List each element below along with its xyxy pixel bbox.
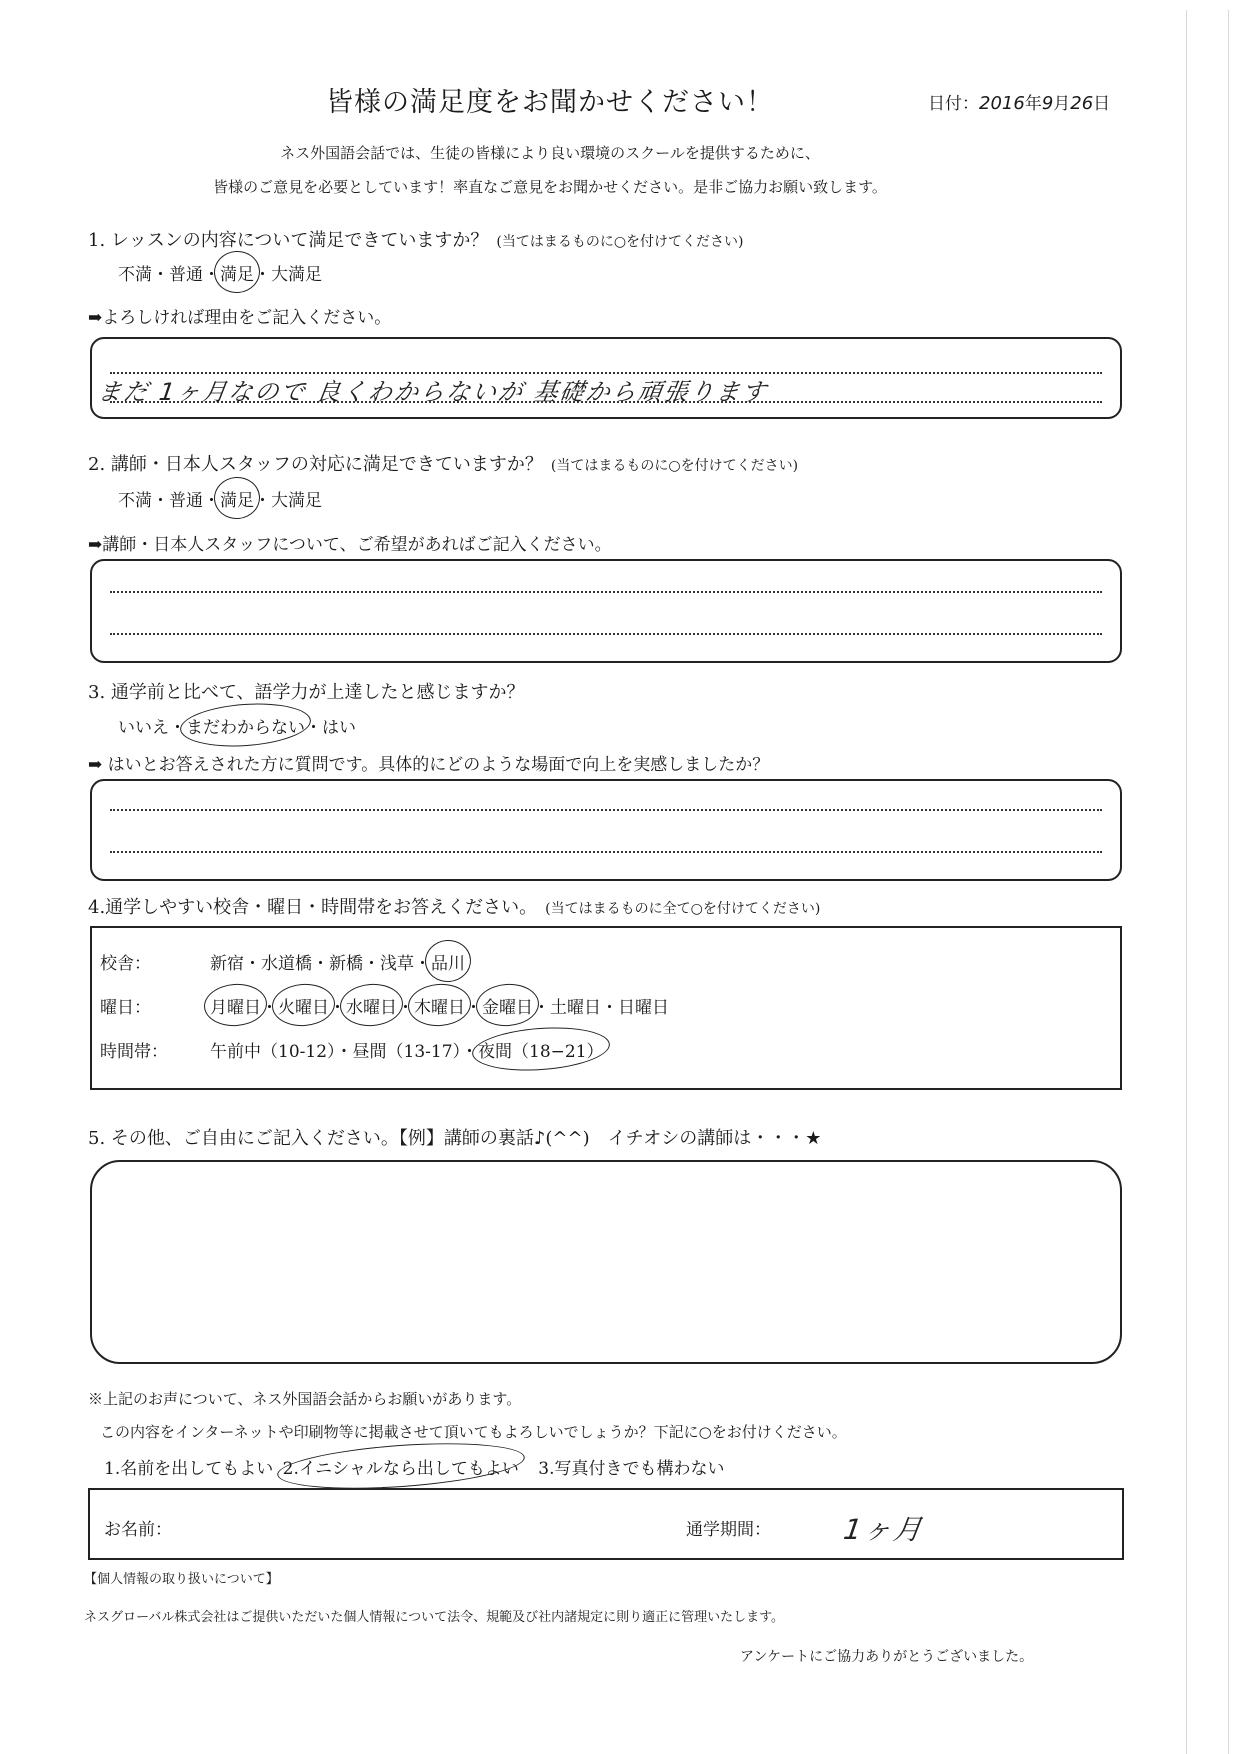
q1-option-manzoku-selected[interactable]: 満足 — [220, 260, 254, 285]
separator: ・ — [465, 998, 482, 1018]
timeslot-option-evening-selected[interactable]: 夜間（18−21） — [478, 1037, 604, 1062]
campus-option-asakusa[interactable]: 浅草 — [380, 954, 414, 974]
q4-row-timeslot — [100, 1037, 604, 1062]
date-label: 日付： — [928, 94, 979, 114]
q2-option-manzoku-selected[interactable]: 満足 — [220, 486, 254, 511]
separator: ・ — [169, 718, 186, 738]
privacy-heading: 【個人情報の取り扱いについて】 — [84, 1572, 279, 1587]
separator: ・ — [152, 491, 169, 511]
separator: ・ — [397, 998, 414, 1018]
q4-question-text: 4.通学しやすい校舎・曜日・時間帯をお答えください。 — [88, 897, 538, 918]
period-value-handwriting[interactable]: 1ヶ月 — [841, 1513, 926, 1546]
q5-question-text: 5. その他、ご自由にご記入ください。【例】講師の裏話♪(^^) イチオシの講師は・・・ — [88, 1128, 806, 1149]
page-title: 皆様の満足度をお聞かせください！ — [326, 87, 774, 118]
separator: ・ — [254, 265, 271, 285]
date-day-suffix: 日 — [1093, 94, 1111, 114]
q3-option-hai[interactable]: はい — [322, 718, 356, 738]
name-label: お名前： — [104, 1520, 172, 1540]
q3-option-madawakaranai-selected[interactable]: まだわからない — [186, 713, 305, 738]
writing-line — [110, 633, 1102, 635]
q4-question — [88, 893, 820, 919]
publish-request: この内容をインターネットや印刷物等に掲載させて頂いてもよろしいでしょうか？下記に○をお付けください。 — [100, 1423, 847, 1441]
weekday-option-monday-selected[interactable]: 月曜日 — [210, 993, 261, 1018]
q2-question — [88, 450, 798, 476]
q2-question-text: 2. 講師・日本人スタッフの対応に満足できていますか？ — [88, 454, 543, 475]
weekday-option-friday-selected[interactable]: 金曜日 — [482, 993, 533, 1018]
q3-options — [118, 713, 356, 738]
q3-question: 3. 通学前と比べて、語学力が上達したと感じますか？ — [88, 682, 525, 703]
campus-option-shinjuku[interactable]: 新宿 — [210, 954, 244, 974]
q2-note: (当てはまるものに○を付けてください) — [550, 458, 799, 474]
thanks-message: アンケートにご協力ありがとうございました。 — [740, 1649, 1034, 1665]
writing-line — [110, 851, 1102, 853]
publish-notice: ※上記のお声について、ネス外国語会話からお願いがあります。 — [88, 1390, 522, 1408]
q4-row-weekday — [100, 993, 669, 1018]
publish-option-photo[interactable]: 3.写真付きでも構わない — [538, 1459, 725, 1479]
q1-question-text: 1. レッスンの内容について満足できていますか？ — [88, 230, 489, 251]
q4-timeslot-label: 時間帯： — [100, 1042, 168, 1062]
separator: ・ — [244, 954, 261, 974]
privacy-text: ネスグローバル株式会社はご提供いただいた個人情報について法令、規範及び社内諸規定に則り適正に管理いたします。 — [84, 1610, 785, 1625]
separator: ・ — [305, 718, 322, 738]
intro-line-2: 皆様のご意見を必要としています！率直なご意見をお聞かせください。是非ご協力お願い致します。 — [213, 178, 887, 196]
date-field — [928, 89, 1110, 114]
separator: ・ — [203, 491, 220, 511]
q1-answer-box[interactable] — [90, 337, 1122, 419]
weekday-option-wednesday-selected[interactable]: 水曜日 — [346, 993, 397, 1018]
separator: ・ — [152, 265, 169, 285]
date-month-suffix: 月 — [1053, 94, 1071, 114]
separator: ・ — [203, 265, 220, 285]
weekday-option-tuesday-selected[interactable]: 火曜日 — [278, 993, 329, 1018]
separator: ・ — [601, 998, 618, 1018]
timeslot-option-afternoon[interactable]: 昼間（13-17） — [352, 1042, 462, 1062]
separator: ・ — [533, 998, 550, 1018]
name-field[interactable] — [185, 1508, 485, 1540]
q4-weekday-label: 曜日： — [100, 998, 151, 1018]
weekday-option-sunday[interactable]: 日曜日 — [618, 998, 669, 1018]
q1-question — [88, 226, 744, 252]
q2-option-futsuu[interactable]: 普通 — [169, 491, 203, 511]
q1-note: (当てはまるものに○を付けてください) — [496, 234, 744, 250]
separator: ・ — [312, 954, 329, 974]
q1-answer-handwriting: まだ 1ヶ月なので 良くわからないが 基礎から頑張ります — [95, 378, 770, 406]
star-icon: ★ — [805, 1128, 822, 1149]
q1-followup-prompt: ➡よろしければ理由をご記入ください。 — [88, 308, 392, 328]
timeslot-option-morning[interactable]: 午前中（10-12） — [210, 1042, 336, 1062]
q3-answer-box[interactable] — [90, 779, 1122, 881]
publish-option-name[interactable]: 1.名前を出してもよい — [104, 1459, 274, 1479]
scan-artifact-line — [1186, 10, 1187, 1754]
date-day[interactable]: 26 — [1070, 93, 1094, 114]
publish-options — [104, 1454, 724, 1479]
publish-option-initials-selected[interactable]: 2.イニシャルなら出してもよい — [283, 1454, 519, 1479]
date-year-suffix: 年 — [1024, 94, 1042, 114]
q4-campus-label: 校舎： — [100, 954, 151, 974]
weekday-option-thursday-selected[interactable]: 木曜日 — [414, 993, 465, 1018]
q4-note: (当てはまるものに全て○を付けてください) — [545, 901, 821, 917]
date-year[interactable]: 2016 — [979, 93, 1025, 114]
q1-option-daimanzoku[interactable]: 大満足 — [271, 265, 322, 285]
q2-answer-box[interactable] — [90, 559, 1122, 663]
q1-options — [118, 260, 322, 285]
scan-artifact-line — [1228, 10, 1229, 1754]
separator: ・ — [254, 491, 271, 511]
period-label: 通学期間： — [686, 1520, 771, 1540]
q5-answer-box[interactable] — [90, 1160, 1122, 1364]
separator: ・ — [335, 1042, 353, 1062]
separator: ・ — [363, 954, 380, 974]
separator: ・ — [461, 1042, 479, 1062]
q1-option-futsuu[interactable]: 普通 — [169, 265, 203, 285]
q4-row-campus — [100, 949, 465, 974]
campus-option-suidobashi[interactable]: 水道橋 — [261, 954, 312, 974]
q2-option-fuman[interactable]: 不満 — [118, 491, 152, 511]
separator: ・ — [329, 998, 346, 1018]
q1-option-fuman[interactable]: 不満 — [118, 265, 152, 285]
campus-option-shinbashi[interactable]: 新橋 — [329, 954, 363, 974]
intro-line-1: ネス外国語会話では、生徒の皆様により良い環境のスクールを提供するために、 — [280, 144, 820, 162]
writing-line — [110, 591, 1102, 593]
date-month[interactable]: 9 — [1041, 93, 1054, 114]
q2-option-daimanzoku[interactable]: 大満足 — [271, 491, 322, 511]
q3-followup-prompt: ➡ はいとお答えされた方に質問です。具体的にどのような場面で向上を実感しましたか？ — [88, 755, 770, 775]
q5-question — [88, 1124, 821, 1150]
weekday-option-saturday[interactable]: 土曜日 — [550, 998, 601, 1018]
q3-option-iie[interactable]: いいえ — [118, 718, 169, 738]
separator: ・ — [414, 954, 431, 974]
q2-followup-prompt: ➡講師・日本人スタッフについて、ご希望があればご記入ください。 — [88, 535, 612, 555]
writing-line — [110, 809, 1102, 811]
campus-option-shinagawa-selected[interactable]: 品川 — [431, 949, 465, 974]
q2-options — [118, 486, 322, 511]
separator: ・ — [261, 998, 278, 1018]
